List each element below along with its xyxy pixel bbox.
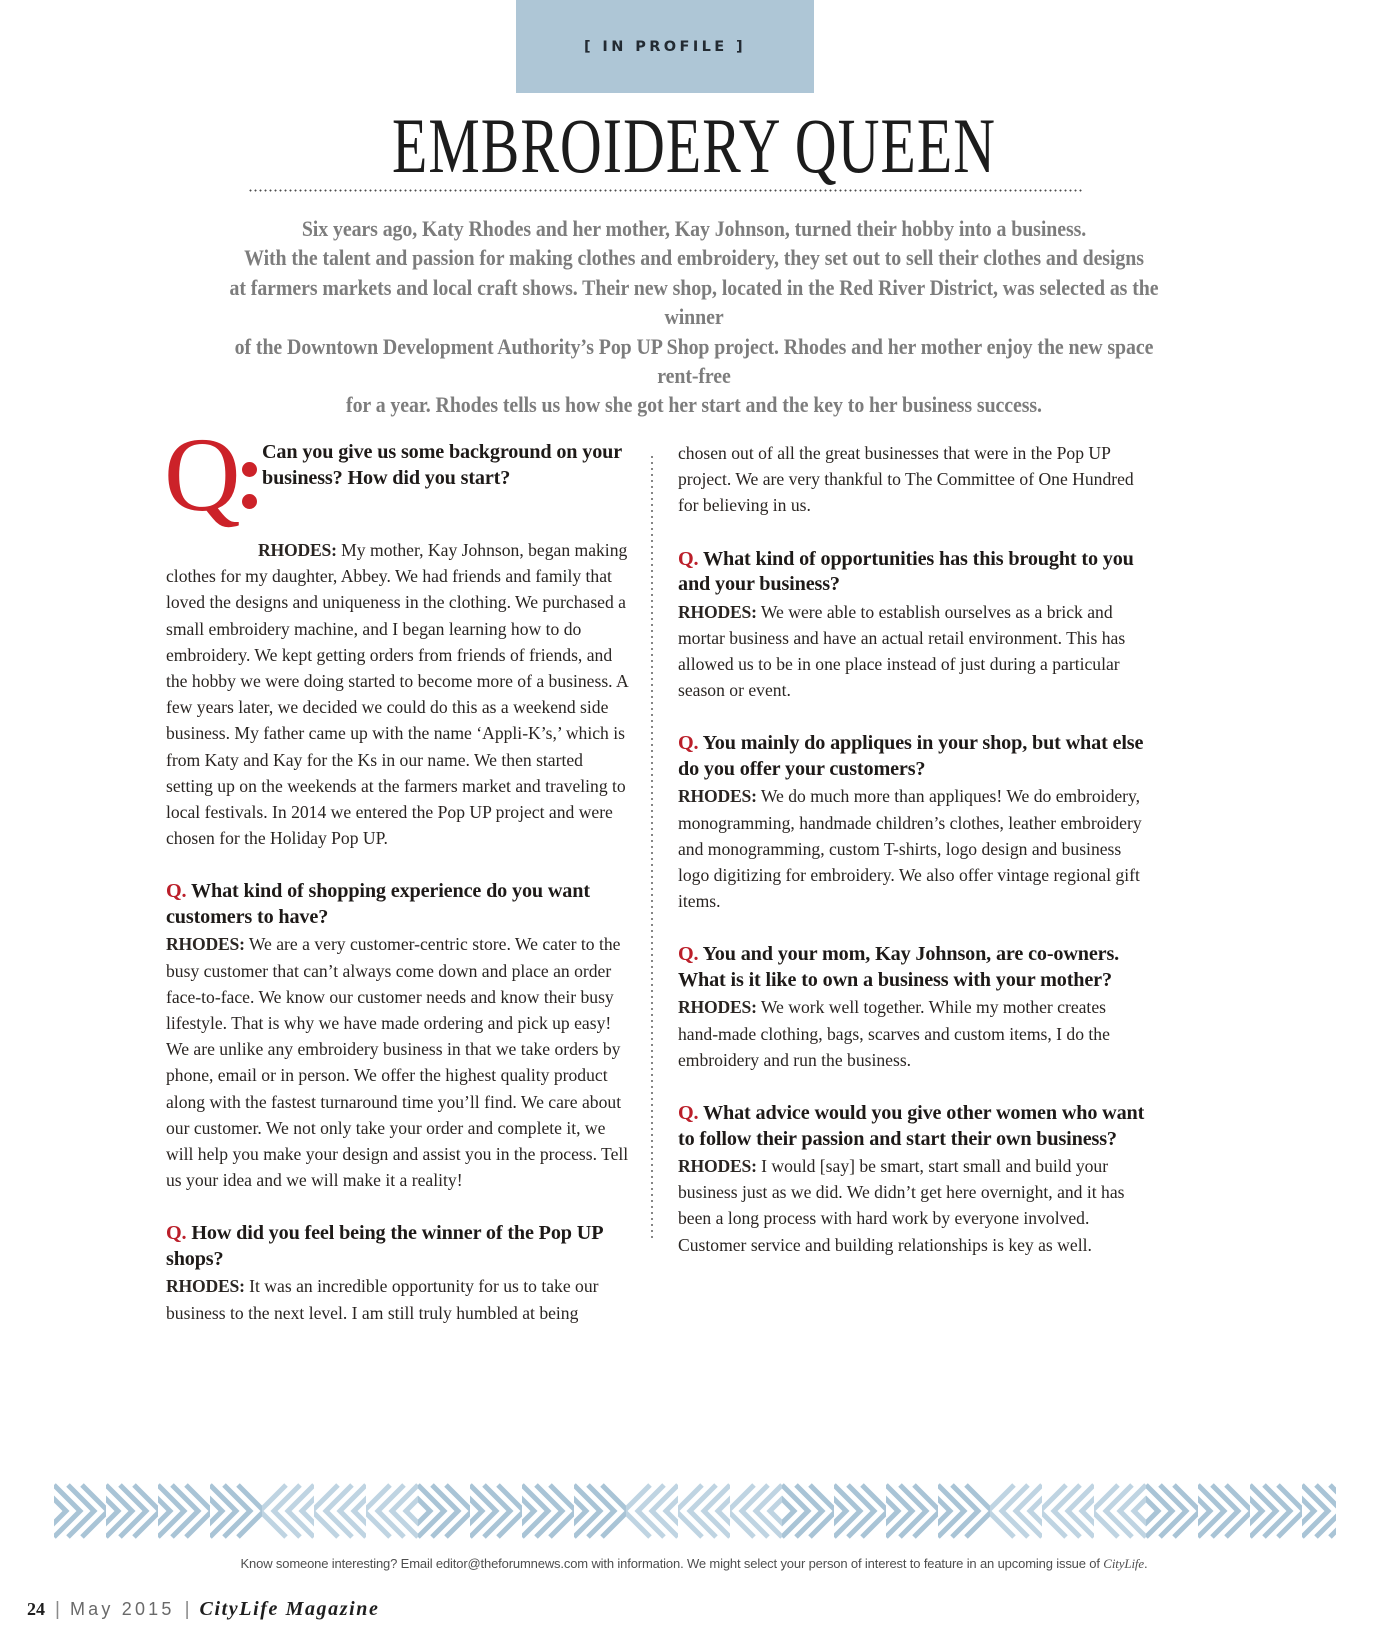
article-body [0,416,1388,1323]
speaker-label: RHODES: [678,1156,757,1177]
footer-magazine-name: CityLife [1103,1556,1144,1571]
chevron-ornament-border [54,1483,1336,1539]
speaker-label: RHODES: [258,540,337,560]
question-marker: Q. [678,943,699,966]
issue-date: May 2015 [69,1599,175,1619]
answer-text: I would [say] be smart, start small and build your business just as we did. We didn’t get here overnight, and it has been a long process with hard work by everyone involved. Customer service and building relationships is key as well. [678,1156,1125,1255]
question-text: How did you feel being the winner of the Pop UP shops? [166,1222,603,1270]
question-text: You and your mom, Kay Johnson, are co-owners. What is it like to own a business with your mother? [678,943,1120,991]
question-text: You mainly do appliques in your shop, but what else do you offer your customers? [678,732,1144,780]
dropcap-question-block [164,416,634,536]
question-text: What advice would you give other women who want to follow their passion and start their own business? [678,1102,1145,1150]
deck-line: for a year. Rhodes tells us how she got her start and the key to her business success. [346,392,1042,418]
speaker-label: RHODES: [678,997,757,1018]
question-heading [678,942,1150,993]
question-text: What kind of opportunities has this brought to you and your business? [678,547,1134,596]
article-deck [150,214,1238,420]
question-heading [678,731,1150,782]
dropcap-letter-q: Q [164,416,241,533]
right-column [678,440,1150,1258]
answer-paragraph [678,783,1150,914]
answer-text: We do much more than appliques! We do embroidery, monogramming, handmade children’s clothes, leather embroidery and monogramming, custom T-shirts, logo design and business logo digitizing for embroidery. We also offer vintage regional gift items. [678,786,1142,912]
kicker-label: [ IN PROFILE ] [583,38,747,55]
answer-text: My mother, Kay Johnson, began making clothes for my daughter, Abbey. We had friends and family that loved the designs and uniqueness in the clothing. We purchased a small embroidery machine, and I began learning how to do embroidery. We kept getting orders from friends of friends, and the hobby we were doing started to become more of a business. A few years later, we decided we could do this as a weekend side business. My father came up with the name ‘Appli-K’s,’ which is from Katy and Kay for the Ks in our name. We then started setting up on the weekends at the farmers market and traveling to local festivals. In 2014 we entered the Pop UP project and were chosen for the Holiday Pop UP. [166,540,628,849]
speaker-label: RHODES: [678,601,757,622]
page-footer [27,1598,380,1621]
question-marker: Q. [678,732,699,755]
question-marker: Q. [678,1102,699,1125]
answer-paragraph [678,1153,1150,1258]
question-heading [678,547,1150,598]
speaker-label: RHODES: [678,786,757,807]
answer-text: We are a very customer-centric store. We cater to the busy customer that can’t always come down and place an order face-to-face. We know our customer needs and know their busy lifestyle. That is why we have made ordering and pick up easy! We are unlike any embroidery business in that we take orders by phone, email or in person. We offer the highest quality product along with the fastest turnaround time you’ll find. We care about our customer. We not only take your order and complete it, we will help you make your design and assist you in the process. Tell us your idea and we will make it a reality! [166,934,629,1191]
magazine-title: CityLife Magazine [199,1598,380,1620]
page-title: EMBROIDERY QUEEN [391,102,997,189]
deck-line: at farmers markets and local craft shows. Their new shop, located in the Red River District, was selected as the winner [229,274,1159,330]
deck-line: Six years ago, Katy Rhodes and her mother, Kay Johnson, turned their hobby into a business. [301,216,1087,241]
question-marker: Q. [678,547,699,570]
speaker-label: RHODES: [166,934,245,955]
footer-separator: | [184,1599,190,1620]
deck-line: of the Downtown Development Authority’s Pop UP Shop project. Rhodes and her mother enjoy the new space rent-free [234,333,1154,389]
page-number: 24 [27,1599,45,1619]
column-divider [651,454,653,1239]
answer-paragraph [166,537,634,851]
footer-separator: | [55,1599,60,1620]
deck-line: With the talent and passion for making clothes and embroidery, they set out to sell their clothes and designs [244,245,1144,271]
question-heading: Can you give us some background on your business? How did you start? [262,441,622,489]
question-heading [166,1221,634,1272]
answer-paragraph [678,994,1150,1073]
answer-continuation: chosen out of all the great businesses that were in the Pop UP project. We are very thankful to The Committee of One Hundred for believing in us. [678,443,1134,516]
answer-paragraph [166,931,634,1193]
answer-paragraph [678,599,1150,704]
in-profile-tab [516,0,814,93]
headline-container [0,102,1388,189]
question-heading [166,879,634,930]
answer-text: We work well together. While my mother creates hand-made clothing, bags, scarves and custom items, I do the embroidery and run the business. [678,997,1110,1070]
answer-text: It was an incredible opportunity for us to take our business to the next level. I am still truly humbled at being [166,1276,599,1323]
answer-paragraph [166,1273,634,1325]
answer-text: We were able to establish ourselves as a brick and mortar business and have an actual retail environment. This has allowed us to be in one place instead of just during a particular season or event. [678,601,1126,701]
speaker-label: RHODES: [166,1276,245,1297]
left-column [164,416,634,1326]
question-heading [678,1101,1150,1152]
headline-divider-rule [248,189,1084,192]
question-marker: Q. [166,1222,187,1245]
footer-call-to-action [0,1556,1388,1572]
question-text: What kind of shopping experience do you want customers to have? [166,880,590,928]
footer-note-period: . [1144,1556,1148,1571]
question-marker: Q. [166,880,187,903]
dropcap-colon-icon [242,462,257,509]
footer-note-text: Know someone interesting? Email editor@theforumnews.com with information. We might select your person of interest to feature in an upcoming issue of [240,1556,1104,1571]
